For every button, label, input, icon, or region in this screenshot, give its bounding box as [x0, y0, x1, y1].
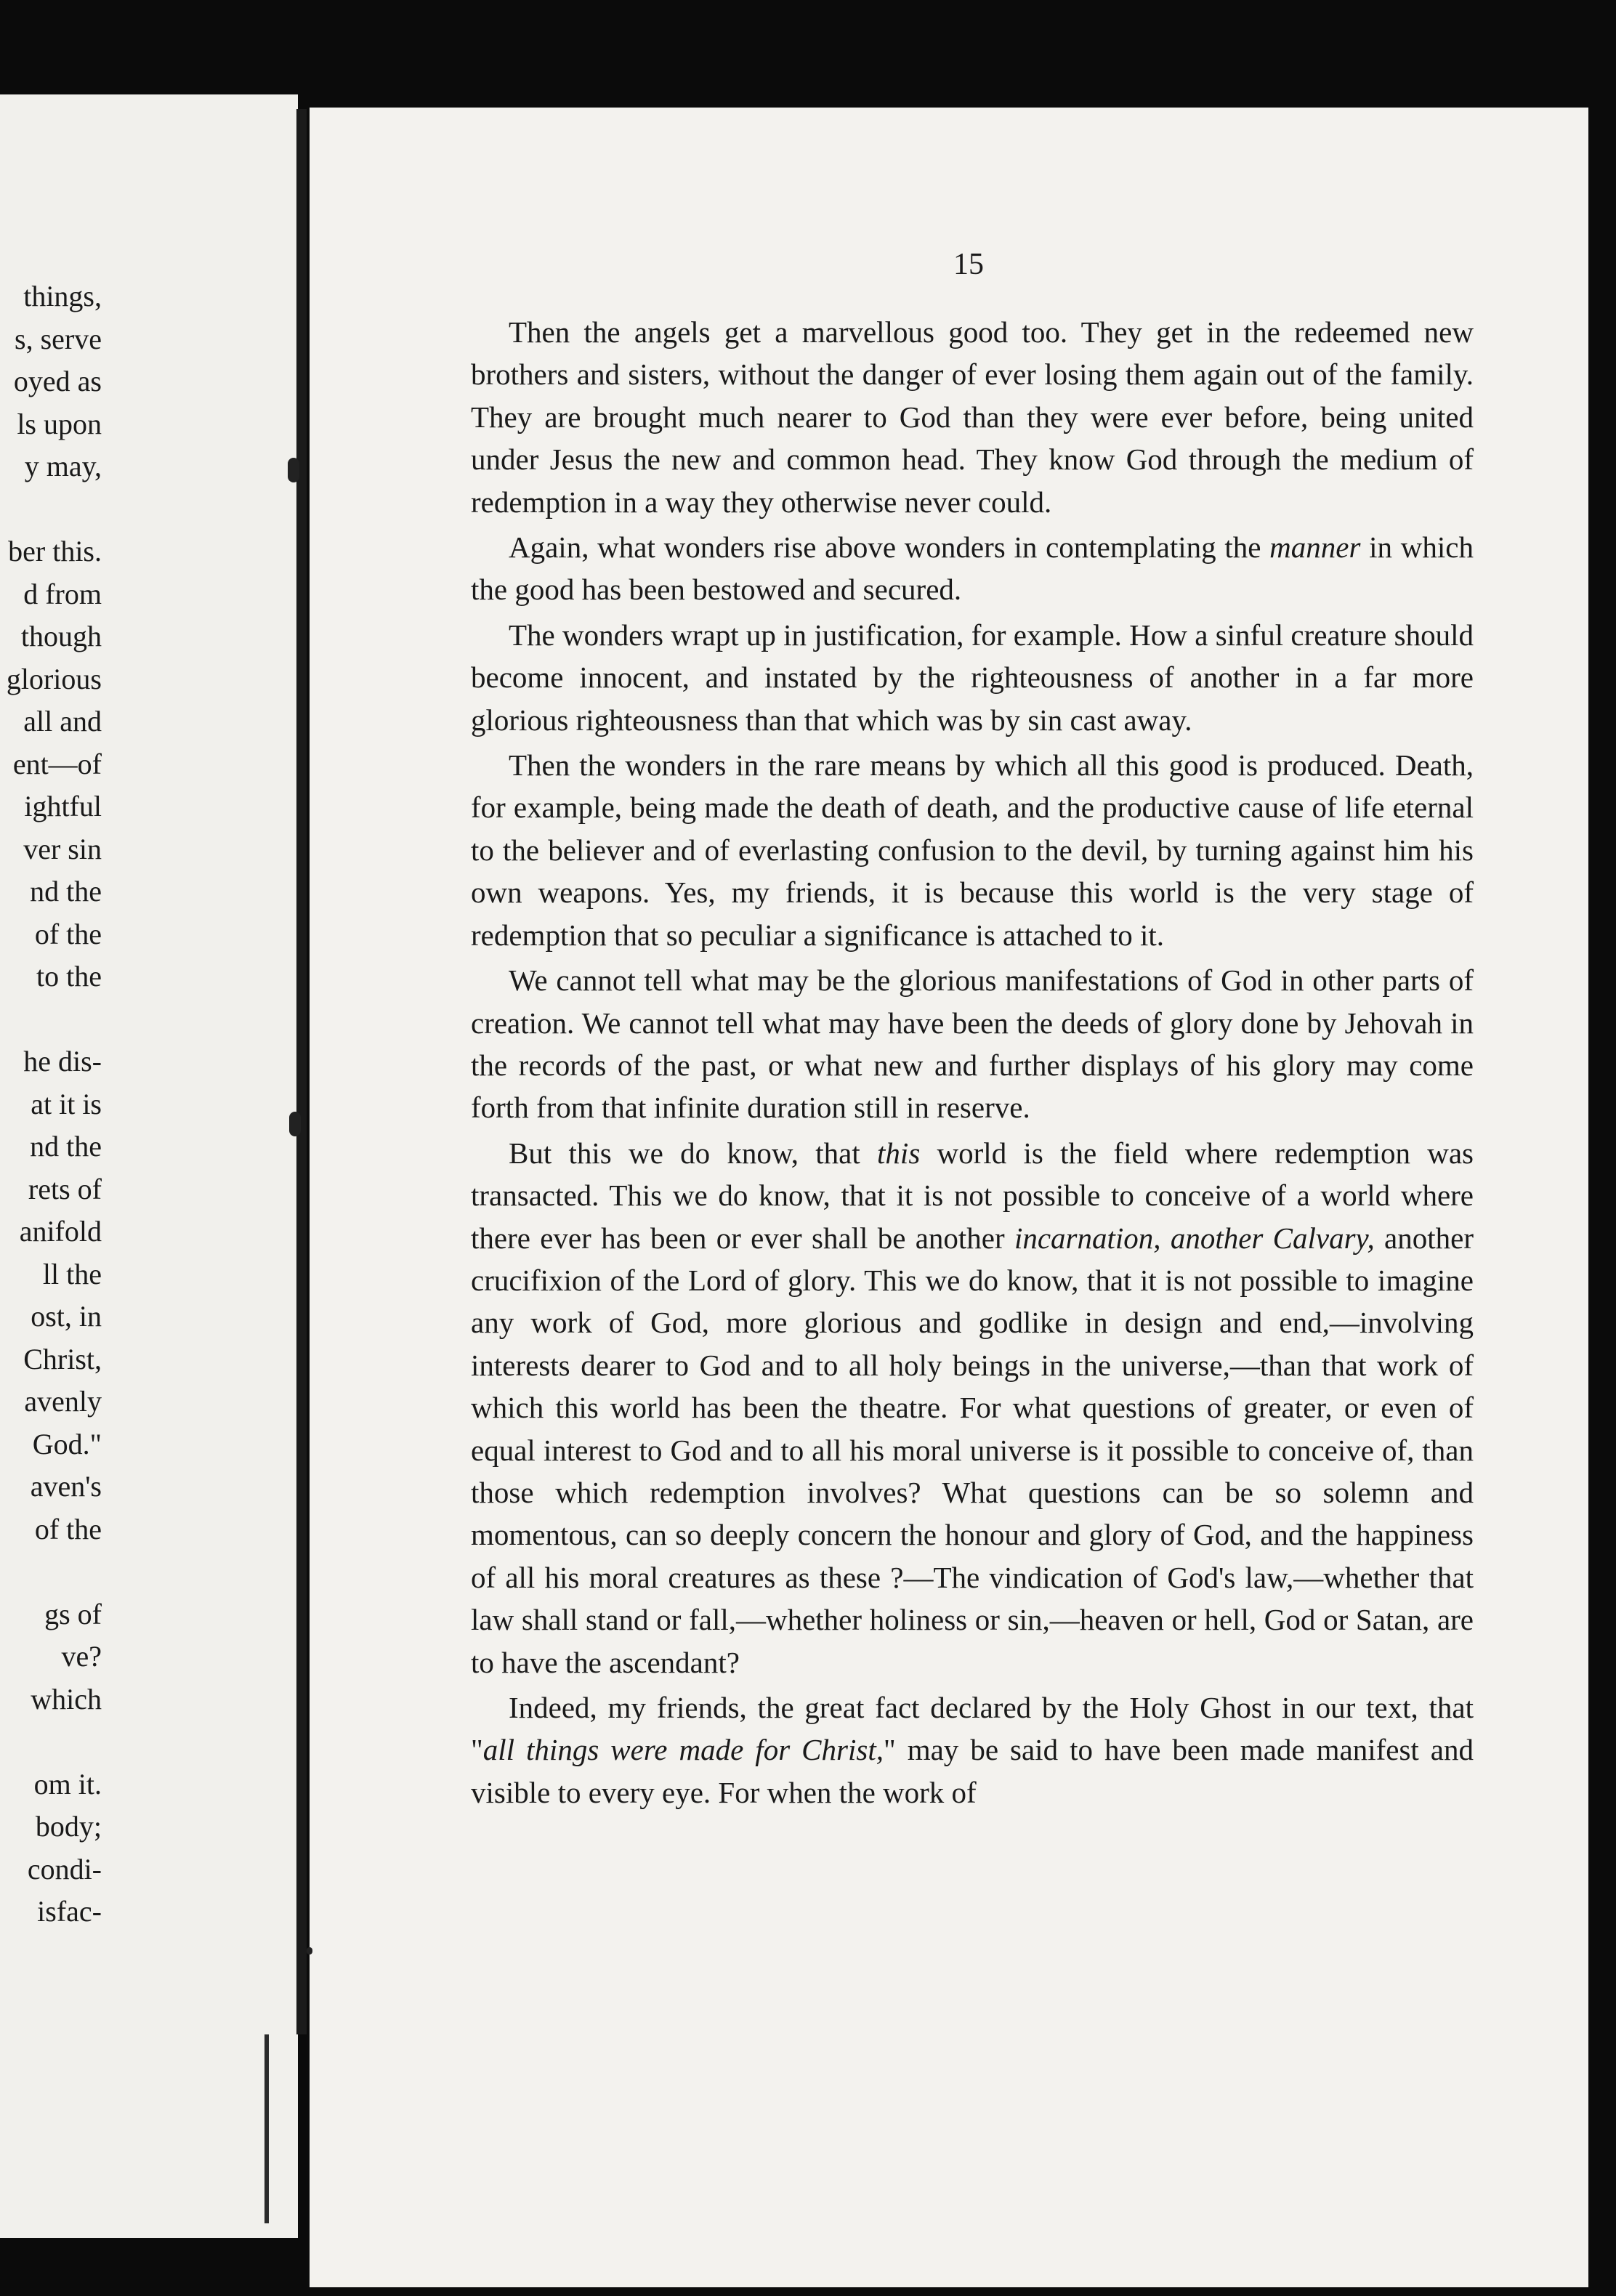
text-run: Then the angels get a marvellous good too. They get in the redeemed new brothers and sisters, without the danger of ever losing them again out of the family. They are brought much nearer to God than they were ever before, being united under Jesus the new and common head. They know God through the medium of redemption in a way they otherwise never could.	[471, 315, 1474, 519]
left-page-line: of the	[34, 917, 102, 950]
binding-mark	[288, 458, 299, 482]
text-run: We cannot tell what may be the glorious manifestations of God in other parts of creation. We cannot tell what may have been the deeds of glory done by Jehovah in the records of the past, or what new and further displays of his glory may come forth from that infinite duration still in reserve.	[471, 963, 1474, 1125]
left-page-line: y may,	[24, 450, 102, 482]
binding-mark	[307, 1947, 312, 1955]
left-page-line: aven's	[30, 1470, 102, 1503]
left-page-line: body;	[35, 1810, 102, 1843]
paragraph	[471, 526, 1474, 611]
left-page-line: he dis-	[23, 1045, 102, 1078]
text-run: " may be said to have been made manifest and visible to every eye. For when the work of	[471, 1733, 1474, 1809]
left-page-line: avenly	[24, 1385, 102, 1418]
left-page-line: at it is	[31, 1087, 102, 1120]
left-page-line: ber this.	[8, 535, 102, 567]
left-page-line: rets of	[28, 1172, 102, 1205]
left-page-line: ost, in	[31, 1300, 102, 1333]
paragraph	[471, 959, 1474, 1129]
left-page-line: things,	[23, 280, 102, 312]
text-run: The wonders wrapt up in justification, for example. How a sinful creature should become innocent, and instated by the righteousness of another in a far more glorious righteousness than that which was by sin cast away.	[471, 618, 1474, 737]
text-run: Then the wonders in the rare means by which all this good is produced. Death, for example, being made the death of death, and the productive cause of life eternal to the believer and of everlasting confusion to the devil, by turning against him his own weapons. Yes, my friends, it is because this world is the very stage of redemption that so peculiar a significance is attached to it.	[471, 748, 1474, 952]
italic-text: incarnation, another Calvary,	[1014, 1221, 1375, 1255]
left-page-line: isfac-	[37, 1895, 102, 1928]
left-page-line: nd the	[30, 875, 102, 908]
text-run: Indeed, my friends, the great fact declared by the Holy Ghost in our text, that "	[471, 1691, 1474, 1767]
left-page-line: ve?	[61, 1640, 102, 1673]
left-page-line: nd the	[30, 1130, 102, 1163]
text-run: in which the good has been bestowed and secured.	[471, 530, 1474, 607]
left-page-line: all and	[23, 705, 102, 737]
left-page-line: to the	[36, 960, 102, 993]
left-page-line: which	[31, 1682, 102, 1715]
text-run: Again, what wonders rise above wonders in contemplating the	[509, 530, 1270, 565]
left-page-line: oyed as	[13, 365, 102, 397]
left-page-line: om it.	[33, 1767, 102, 1800]
book-spine-lower	[264, 2034, 269, 2223]
left-page-line: condi-	[27, 1852, 102, 1885]
page-number: 15	[953, 248, 984, 281]
paragraph	[471, 614, 1474, 741]
left-page-line: anifold	[19, 1215, 102, 1248]
book-spine	[296, 109, 307, 2034]
left-page-fragment	[0, 94, 298, 2238]
paragraph	[471, 311, 1474, 523]
text-run: world is the field where redemption was transacted. This we do know, that it is not possible to conceive of a world where there ever has been or ever shall be another	[471, 1136, 1474, 1255]
italic-text: this	[877, 1136, 921, 1170]
left-page-line: ightful	[24, 790, 102, 822]
paragraph	[471, 1686, 1474, 1814]
left-page-line: glorious	[6, 662, 102, 695]
left-page-line: gs of	[44, 1597, 102, 1630]
left-page-line: s, serve	[15, 322, 102, 355]
left-page-line: though	[20, 620, 102, 652]
left-page-line: Christ,	[23, 1342, 102, 1375]
binding-mark	[289, 1112, 301, 1136]
left-page-line: ls upon	[17, 407, 102, 440]
paragraph	[471, 1132, 1474, 1683]
body-text	[471, 311, 1474, 1816]
text-run: another crucifixion of the Lord of glory. This we do know, that it is not possible to imagine any work of God, more glorious and godlike in design and end,—involving interests dearer to God and to all holy beings in the universe,—than that work of which this world has been the theatre. For what questions of greater, or even of equal interest to God and to all his moral universe is it possible to conceive of, than those which redemption involves? What questions can be so solemn and momentous, can so deeply concern the honour and glory of God, and the happiness of all his moral creatures as these ?—The vindication of God's law,—whether that law shall stand or fall,—whether holiness or sin,—heaven or hell, God or Satan, are to have the ascendant?	[471, 1221, 1474, 1679]
left-page-line: d from	[23, 577, 102, 610]
left-page-line: God."	[32, 1427, 102, 1460]
paragraph	[471, 744, 1474, 956]
text-run: But this we do know, that	[509, 1136, 878, 1170]
italic-text: all things were made for Christ,	[482, 1733, 884, 1767]
left-page-line: ver sin	[23, 832, 102, 865]
left-page-line: ent—of	[12, 747, 102, 780]
left-page-line: ll the	[42, 1257, 102, 1290]
italic-text: manner	[1269, 530, 1361, 565]
left-page-line: of the	[34, 1512, 102, 1545]
